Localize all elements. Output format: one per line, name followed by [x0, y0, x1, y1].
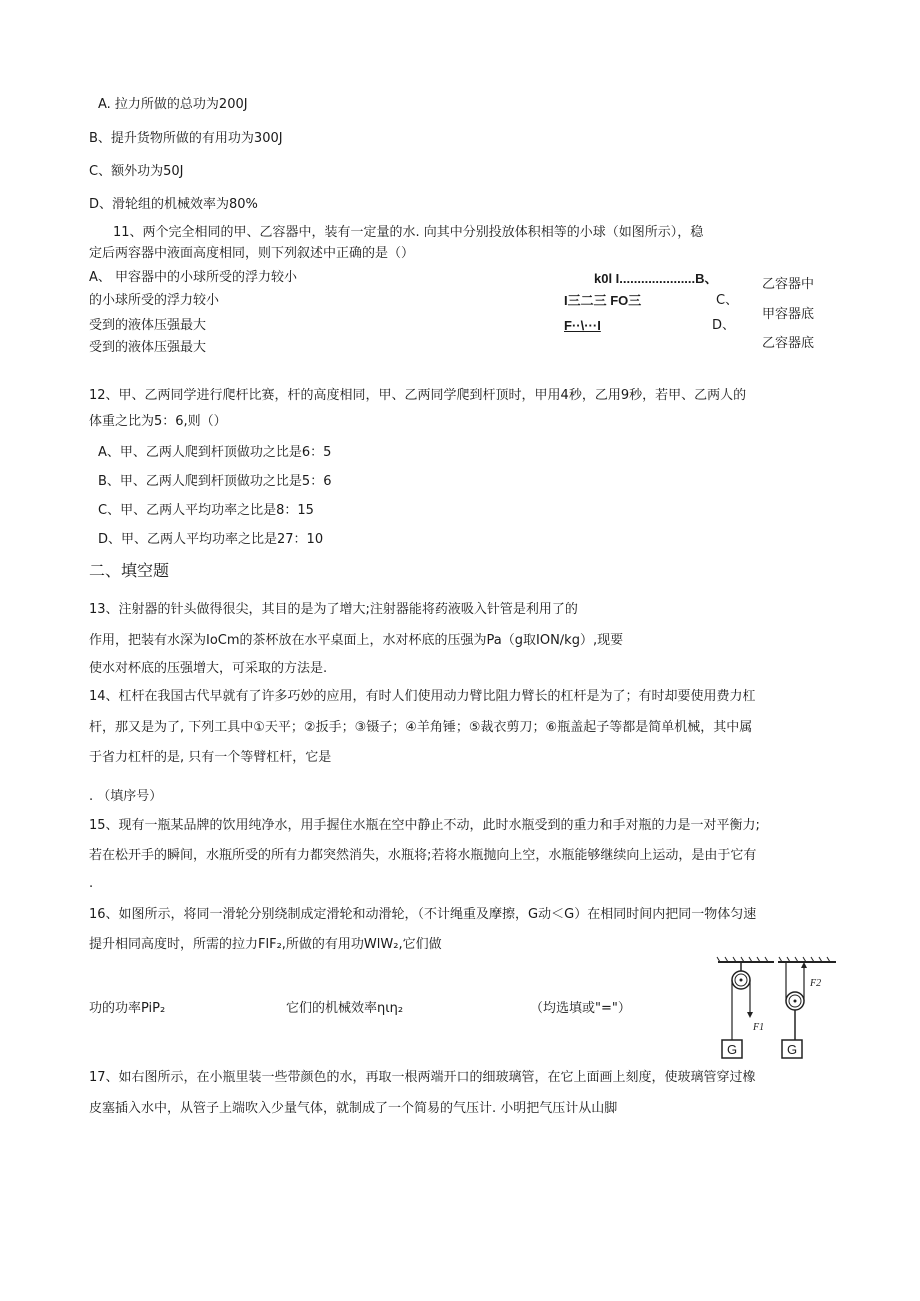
q14-line2: 杆，那又是为了, 下列工具中①天平；②扳手；③镊子；④羊角锤；⑤裁衣剪刀；⑥瓶盖起子等都是简单机械，其中属: [89, 720, 753, 735]
q10-option-c: C、额外功为50J: [89, 164, 184, 179]
section-title: 二、填空题: [89, 561, 170, 580]
q11-left-line2: 的小球所受的浮力较小: [89, 293, 220, 308]
q16-line3a: 功的功率PiP₂: [89, 1001, 166, 1016]
q12-option-a: A、甲、乙两人爬到杆顶做功之比是6：5: [98, 445, 332, 460]
q11-stem-line1: 11、两个完全相同的甲、乙容器中，装有一定量的水. 向其中分别投放体积相等的小球（如图所示），稳: [113, 225, 704, 240]
load-label-right: G: [787, 1042, 798, 1057]
q16-line3b: 它们的机械效率ηιη₂: [286, 1001, 404, 1016]
load-label-left: G: [727, 1042, 738, 1057]
q12-stem-line1: 12、甲、乙两同学进行爬杆比赛，杆的高度相同，甲、乙两同学爬到杆顶时，甲用4秒，乙用9秒，若甲、乙两人的: [89, 388, 747, 403]
q14-line3: 于省力杠杆的是, 只有一个等臂杠杆，它是: [89, 750, 332, 765]
q11-stem-line2: 定后两容器中液面高度相同，则下列叙述中正确的是（）: [89, 246, 415, 261]
q15-line3: .: [89, 876, 94, 891]
q16-line3c: （均选填或"="）: [530, 1001, 631, 1016]
q10-option-a: A. 拉力所做的总功为200J: [98, 97, 248, 112]
q11-right-line3: 乙容器底: [762, 336, 815, 351]
q15-line1: 15、现有一瓶某品牌的饮用纯净水，用手握住水瓶在空中静止不动，此时水瓶受到的重力和手对瓶的力是一对平衡力;: [89, 818, 760, 833]
q10-option-b: B、提升货物所做的有用功为300J: [89, 131, 283, 146]
q16-line1: 16、如图所示，将同一滑轮分别绕制成定滑轮和动滑轮，（不计绳重及摩擦，G动＜G）在相同时间内把同一物体匀速: [89, 907, 757, 922]
q12-option-b: B、甲、乙两人爬到杆顶做功之比是5：6: [98, 474, 332, 489]
q12-option-d: D、甲、乙两人平均功率之比是27：10: [98, 532, 324, 547]
q11-letter-d: D、: [712, 318, 736, 333]
q11-garbled-2: I三二三 FO三: [564, 293, 642, 308]
q11-letter-c: C、: [716, 293, 739, 308]
q17-line2: 皮塞插入水中，从管子上端吹入少量气体，就制成了一个简易的气压计. 小明把气压计从山脚: [89, 1101, 618, 1116]
q11-right-line1: 乙容器中: [762, 277, 815, 292]
q10-option-d: D、滑轮组的机械效率为80%: [89, 197, 258, 212]
q11-garbled-3: F··\···I: [564, 318, 601, 333]
q14-line1: 14、杠杆在我国古代早就有了许多巧妙的应用，有时人们使用动力臂比阻力臂长的杠杆是为了；有时却要使用费力杠: [89, 689, 756, 704]
q16-line2: 提升相同高度时，所需的拉力FlF₂,所做的有用功WlW₂,它们做: [89, 937, 442, 952]
q11-left-line4: 受到的液体压强最大: [89, 340, 207, 355]
q13-line1: 13、注射器的针头做得很尖，其目的是为了增大;注射器能将药液吸入针管是利用了的: [89, 602, 578, 617]
q17-line1: 17、如右图所示，在小瓶里装一些带颜色的水，再取一根两端开口的细玻璃管，在它上面画上刻度，使玻璃管穿过橡: [89, 1070, 756, 1085]
q11-left-line3: 受到的液体压强最大: [89, 318, 207, 333]
q11-garbled-1: k0l I.....................B、: [594, 271, 718, 286]
q12-option-c: C、甲、乙两人平均功率之比是8：15: [98, 503, 314, 518]
force-label-f1: F1: [753, 1022, 765, 1033]
q13-line2: 作用，把装有水深为IoCm的茶杯放在水平桌面上，水对杯底的压强为Pa（g取ION∕kg）,现要: [89, 633, 624, 648]
force-label-f2: F2: [810, 978, 822, 989]
pulley-figure: [712, 956, 842, 1062]
q13-line3: 使水对杯底的压强增大，可采取的方法是.: [89, 661, 328, 676]
q12-stem-line2: 体重之比为5：6,则（）: [89, 414, 227, 429]
q15-line2: 若在松开手的瞬间，水瓶所受的所有力都突然消失，水瓶将;若将水瓶抛向上空，水瓶能够继续向上运动，是由于它有: [89, 848, 757, 863]
q14-line4: . （填序号）: [89, 789, 163, 804]
q11-right-line2: 甲容器底: [762, 307, 815, 322]
q11-left-line1: A、 甲容器中的小球所受的浮力较小: [89, 270, 298, 285]
